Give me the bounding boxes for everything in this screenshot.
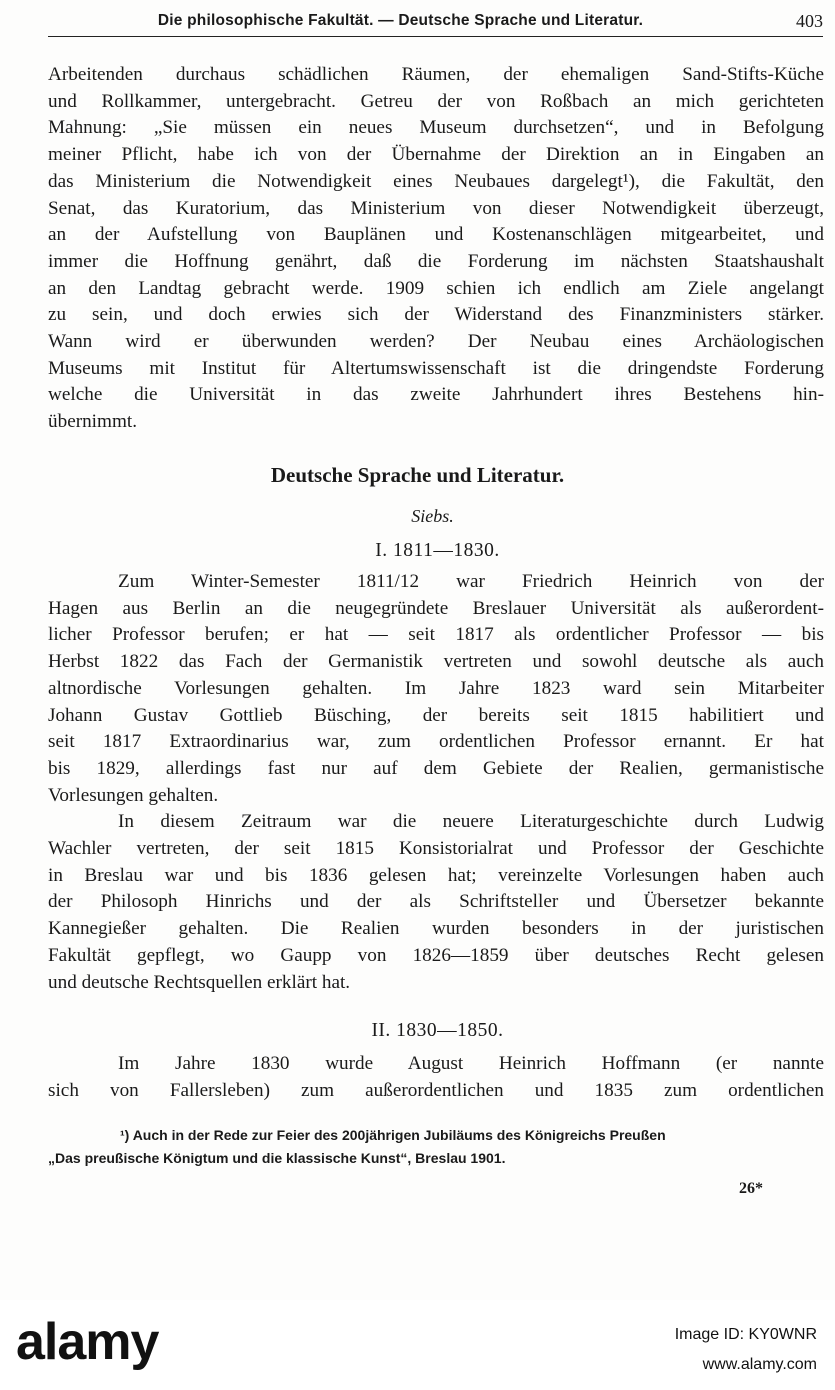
text-line: Vorlesungen gehalten. <box>48 784 219 806</box>
watermark-info <box>675 1320 817 1380</box>
text-line: Wachler vertreten, der seit 1815 Konsistorialrat und Professor der Geschichte <box>48 838 824 860</box>
period-heading-2: II. 1830—1850. <box>371 1020 504 1041</box>
text-line: Museums mit Institut für Altertumswissenschaft ist die dringendste Forderung <box>48 357 824 379</box>
text-line: übernimmt. <box>48 411 137 433</box>
page-number: 403 <box>796 11 823 31</box>
alamy-logo: alamy <box>16 1313 159 1371</box>
text-line: immer die Hoffnung genährt, daß die Forderung im nächsten Staatshaushalt <box>48 250 824 272</box>
text-line: Kannegießer gehalten. Die Realien wurden besonders in der juristischen <box>48 918 824 940</box>
text-line: Arbeitenden durchaus schädlichen Räumen, der ehemaligen Sand-Stifts-Küche <box>48 64 824 85</box>
image-id: Image ID: KY0WNR <box>674 1326 817 1343</box>
text-line: Mahnung: „Sie müssen ein neues Museum durchsetzen“, und in Befolgung <box>48 117 824 139</box>
text-line: In diesem Zeitraum war die neuere Literaturgeschichte durch Ludwig <box>118 811 824 833</box>
text-line: das Ministerium die Notwendigkeit eines Neubaues dargelegt¹), die Fakultät, den <box>48 170 824 192</box>
paragraph-period-2 <box>48 1051 824 1104</box>
page-header <box>48 6 823 37</box>
text-line: Wann wird er überwunden werden? Der Neubau eines Archäologischen <box>48 331 824 353</box>
text-line: altnordische Vorlesungen gehalten. Im Jahre 1823 ward sein Mitarbeiter <box>48 677 824 699</box>
text-line: licher Professor berufen; er hat — seit 1817 als ordentlicher Professor — bis <box>48 624 824 646</box>
text-line: sich von Fallersleben) zum außerordentlichen und 1835 zum ordentlichen <box>48 1079 824 1101</box>
text-line: meiner Pflicht, habe ich von der Übernahme der Direktion an in Eingaben an <box>48 144 824 166</box>
paragraph-period-1 <box>48 569 824 996</box>
text-line: Senat, das Kuratorium, das Ministerium von dieser Notwendigkeit überzeugt, <box>48 197 824 219</box>
footnote-line: ¹) Auch in der Rede zur Feier des 200jährigen Jubiläums des Königreichs Preußen <box>120 1127 666 1143</box>
text-line: Hagen aus Berlin an die neugegründete Breslauer Universität als außerordent- <box>48 597 824 619</box>
text-line: Zum Winter-Semester 1811/12 war Friedrich Heinrich von der <box>118 571 824 592</box>
text-line: Fakultät gepflegt, wo Gaupp von 1826—1859 über deutsches Recht gelesen <box>48 944 824 966</box>
running-title: Die philosophische Fakultät. — Deutsche Sprache und Literatur. <box>157 12 644 29</box>
text-line: Johann Gustav Gottlieb Büsching, der bereits seit 1815 habilitiert und <box>48 704 824 726</box>
footnote-line: „Das preußische Königtum und die klassische Kunst“, Breslau 1901. <box>48 1150 506 1166</box>
text-line: seit 1817 Extraordinarius war, zum ordentlichen Professor ernannt. Er hat <box>48 731 824 753</box>
section-title: Deutsche Sprache und Literatur. <box>270 463 565 487</box>
text-line: der Philosoph Hinrichs und der als Schriftsteller und Übersetzer bekannte <box>48 891 824 913</box>
text-line: und deutsche Rechtsquellen erklärt hat. <box>48 971 351 993</box>
signature-mark: 26* <box>739 1180 763 1197</box>
text-line: welche die Universität in das zweite Jahrhundert ihres Bestehens hin- <box>48 384 824 406</box>
text-line: an der Aufstellung von Bauplänen und Kostenanschlägen mitgearbeitet, und <box>48 224 824 246</box>
site-url: www.alamy.com <box>702 1356 817 1373</box>
text-line: zu sein, und doch erwies sich der Widerstand des Finanzministers stärker. <box>48 304 824 326</box>
period-heading-1: I. 1811—1830. <box>375 540 500 561</box>
text-line: bis 1829, allerdings fast nur auf dem Gebiete der Realien, germanistische <box>48 757 824 779</box>
text-line: Im Jahre 1830 wurde August Heinrich Hoffmann (er nannte <box>118 1053 824 1074</box>
watermark-bar <box>0 1300 835 1390</box>
text-line: in Breslau war und bis 1836 gelesen hat; vereinzelte Vorlesungen haben auch <box>48 864 824 886</box>
section-author: Siebs. <box>411 506 454 526</box>
paragraph-museum <box>48 62 824 436</box>
text-line: und Rollkammer, untergebracht. Getreu der von Roßbach an mich gerichteten <box>48 90 824 112</box>
footnote <box>48 1124 828 1170</box>
text-line: Herbst 1822 das Fach der Germanistik vertreten und sowohl deutsche als auch <box>48 651 824 673</box>
text-line: an den Landtag gebracht werde. 1909 schien ich endlich am Ziele angelangt <box>48 277 824 299</box>
